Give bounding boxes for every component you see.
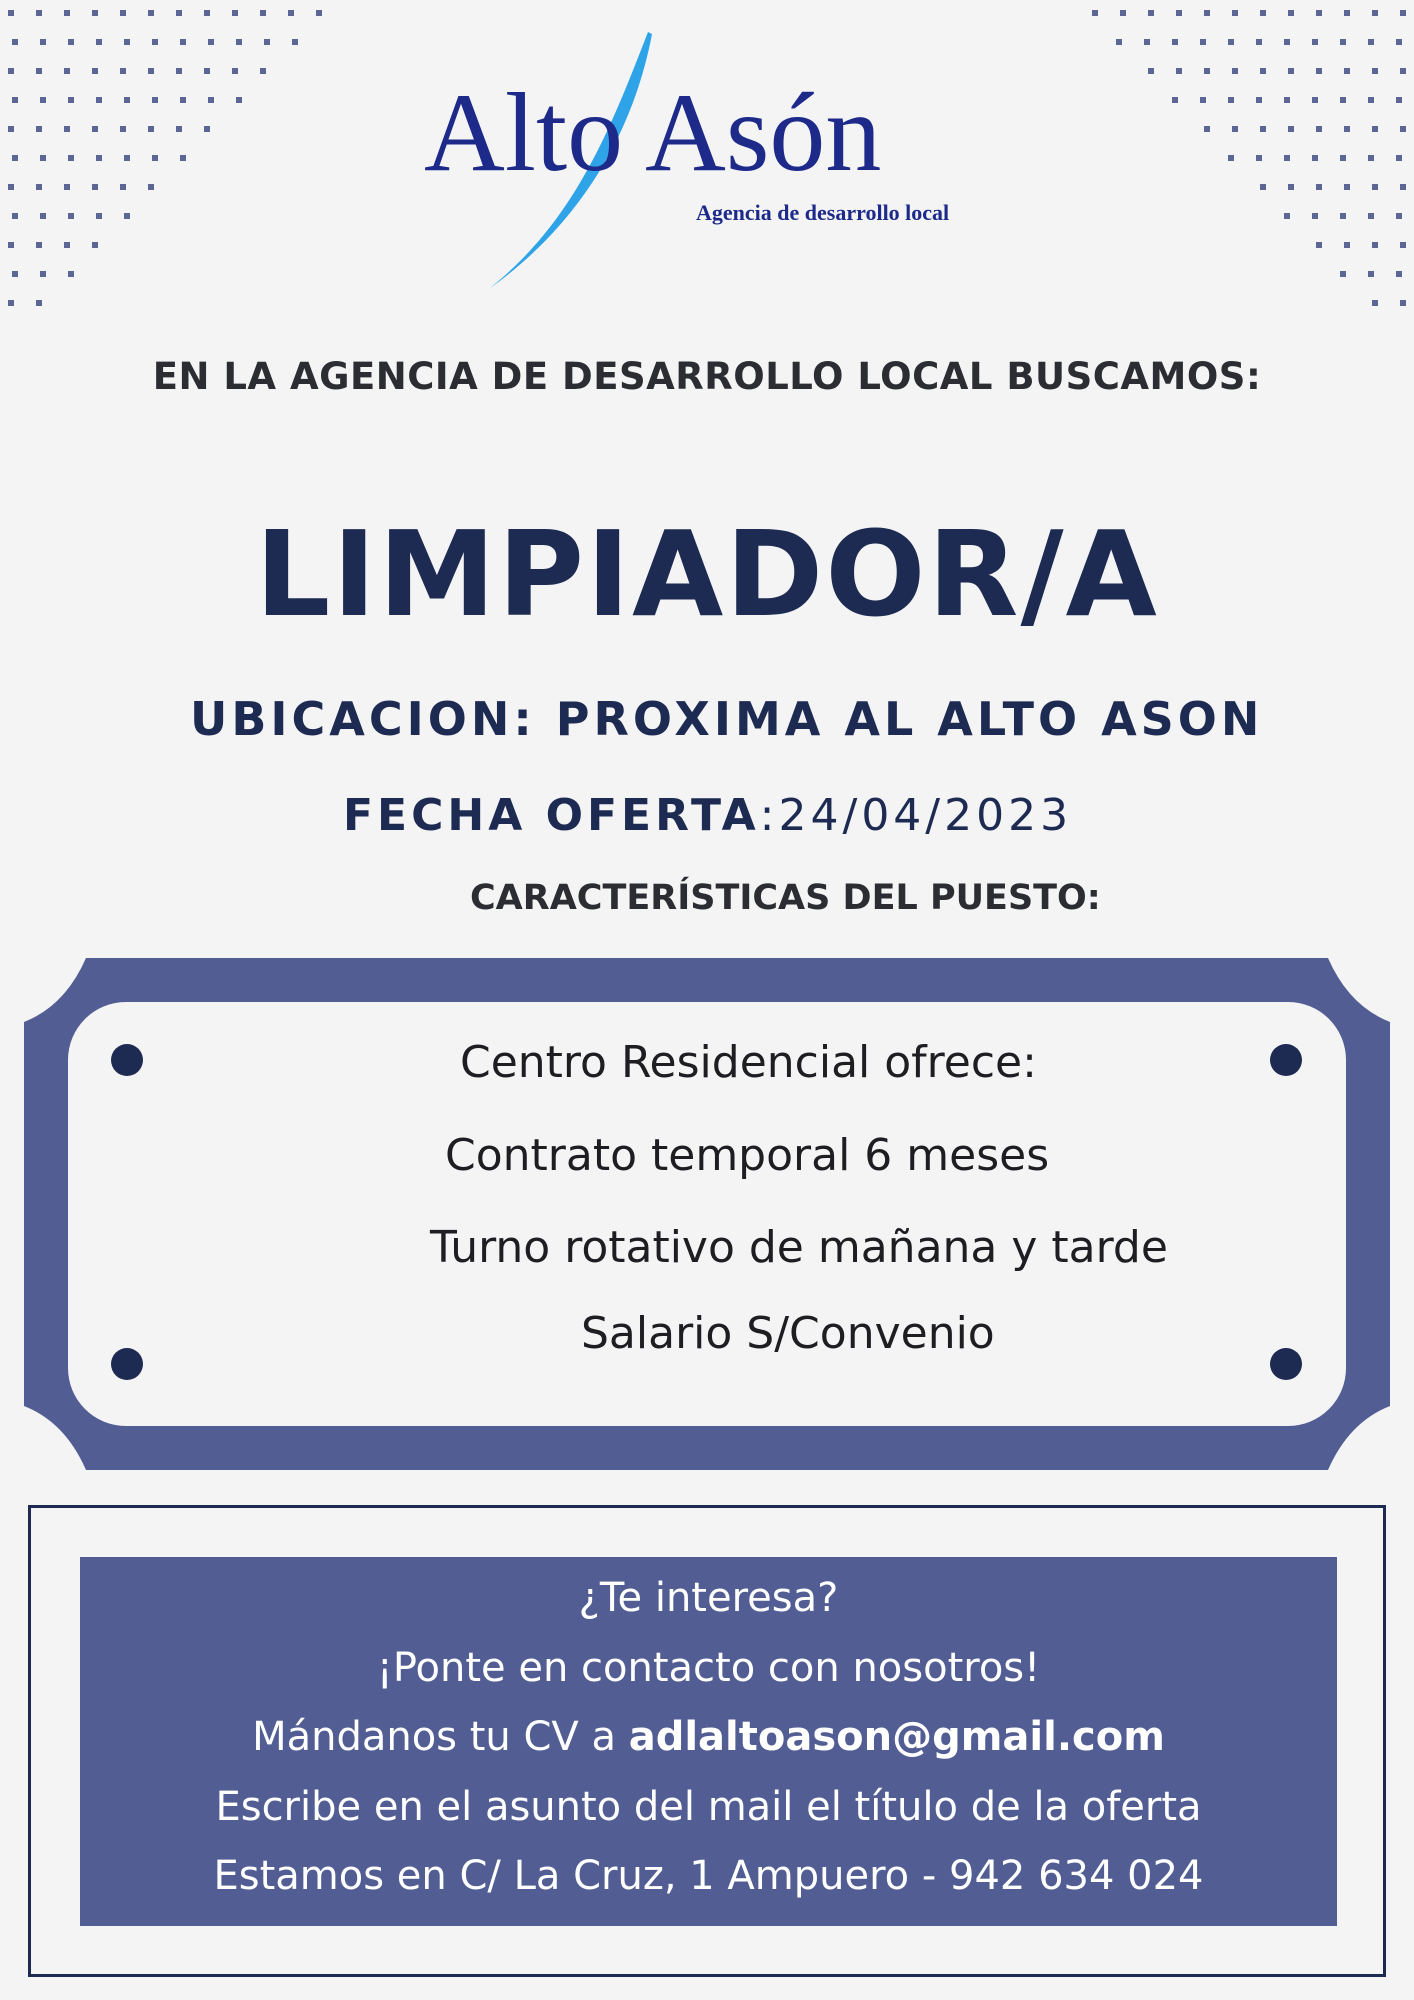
offer-date-separator: :: [759, 790, 779, 841]
contact-cta: ¡Ponte en contacto con nosotros!: [376, 1645, 1041, 1691]
plaque-rivet: [111, 1044, 143, 1076]
feature-item: Salario S/Convenio: [581, 1308, 995, 1359]
dot-pattern-top-left: [0, 0, 340, 340]
features-title: CARACTERÍSTICAS DEL PUESTO:: [470, 878, 1101, 918]
contact-question: ¿Te interesa?: [578, 1575, 839, 1621]
plaque-rivet: [111, 1348, 143, 1380]
offer-date: [343, 790, 1072, 841]
logo-tagline: Agencia de desarrollo local: [696, 200, 950, 225]
offer-date-value: 24/04/2023: [778, 790, 1073, 841]
job-title: LIMPIADOR/A: [255, 505, 1159, 643]
plaque-rivet: [1270, 1348, 1302, 1380]
feature-item: Turno rotativo de mañana y tarde: [430, 1222, 1168, 1273]
plaque-rivet: [1270, 1044, 1302, 1076]
contact-cv-line: [80, 1714, 1337, 1760]
offer-date-label: FECHA OFERTA: [343, 790, 760, 841]
contact-cv-prefix: Mándanos tu CV a: [252, 1714, 629, 1760]
job-location: UBICACION: PROXIMA AL ALTO ASON: [190, 692, 1264, 746]
contact-address: Estamos en C/ La Cruz, 1 Ampuero - 942 634 024: [213, 1853, 1204, 1899]
contact-subject-hint: Escribe en el asunto del mail el título de la oferta: [215, 1784, 1202, 1830]
headline: EN LA AGENCIA DE DESARROLLO LOCAL BUSCAMOS:: [152, 355, 1262, 398]
contact-box: [80, 1557, 1337, 1926]
contact-email-link[interactable]: adlaltoason@gmail.com: [628, 1714, 1165, 1760]
alto-ason-logo: [400, 20, 1020, 300]
dot-pattern-top-right: [1080, 0, 1414, 340]
features-plaque: [24, 958, 1390, 1470]
feature-item: Contrato temporal 6 meses: [445, 1130, 1050, 1181]
logo-wordmark: Alto Asón: [424, 71, 882, 195]
feature-item: Centro Residencial ofrece:: [460, 1037, 1037, 1088]
